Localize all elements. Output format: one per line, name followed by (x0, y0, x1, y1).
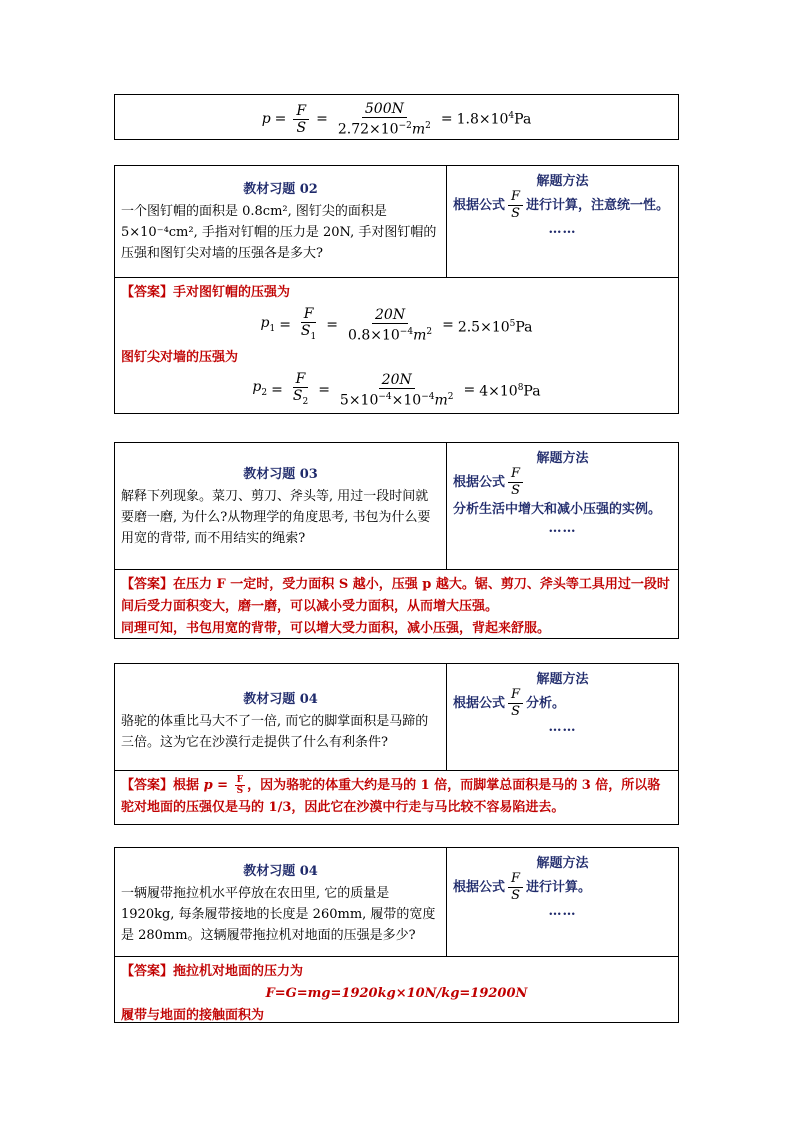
exercise-04-tractor-method (447, 848, 678, 956)
exercise-04-tractor-box (114, 847, 679, 1023)
method-dots: …… (548, 904, 577, 919)
exercise-04-title: 教材习题 04 (243, 864, 318, 879)
top-formula: p = $\frac{F}{S}$ = $\frac{500N}{2.72\times 10^{-2}m^2}$ = $1.8\times 10^4Pa$ (261, 100, 532, 138)
formula-value-fraction: $\frac{500N}{2.72\times 10^{-2}m^2}$ (337, 100, 431, 138)
formula-result: $1.8\times 10^4Pa$ (456, 110, 532, 128)
exercise-04-text: 骆驼的体重比马大不了一倍, 而它的脚掌面积是马蹄的三倍。这为它在沙漠行走提供了什么有利条件? (121, 714, 429, 750)
method-text: 根据公式 $\frac{F}{S}$ 分析生活中增大和减小压强的实例。 (453, 466, 662, 517)
exercise-04-camel-answer: 【答案】根据 p = $\frac{F}{S}$ ，因为骆驼的体重大约是马的 1 倍，而脚掌总面积是马的 3 倍，所以骆驼对地面的压强仅是马的 1/3，因此它在沙漠中行走与马比较不容易陷进去。 (121, 775, 661, 815)
exercise-04-camel-box (114, 663, 679, 825)
answer-formula-1: $p_1$ = $\frac{F}{S_1}$ = $\frac{20N}{0.8\times 10^{-4}m^2}$ = $2.5\times 10^5Pa$ (260, 306, 533, 344)
formula-box-top (114, 94, 679, 140)
exercise-03-method (447, 443, 678, 569)
method-text: 根据公式 $\frac{F}{S}$ 进行计算，注意统一性。 (453, 189, 670, 221)
exercise-02-text: 一个图钉帽的面积是 0.8cm², 图钉尖的面积是 5×10⁻⁴cm², 手指对钉帽的压力是 20N, 手对图钉帽的压强和图钉尖对墙的压强各是多大? (121, 204, 437, 261)
exercise-04-title: 教材习题 04 (243, 692, 318, 707)
exercise-02-title: 教材习题 02 (243, 182, 318, 197)
method-title: 解题方法 (536, 672, 589, 687)
answer-formula-2: $p_2$ = $\frac{F}{S_2}$ = $\frac{20N}{5\times 10^{-4}\times 10^{-4}m^2}$ = $4\times 10^8Pa$ (252, 370, 541, 409)
method-text: 根据公式 $\frac{F}{S}$ 进行计算。 (453, 871, 592, 903)
method-title: 解题方法 (536, 856, 589, 871)
exercise-04-tractor-question (115, 848, 447, 956)
exercise-04-camel-question (115, 664, 447, 770)
answer-formula: F=G=mg=1920kg×10N/kg=19200N (265, 986, 528, 1001)
method-title: 解题方法 (536, 451, 589, 466)
formula-fraction: $\frac{F}{S}$ (293, 103, 309, 136)
exercise-03-title: 教材习题 03 (243, 467, 318, 482)
method-dots: …… (548, 222, 577, 237)
method-title: 解题方法 (536, 174, 589, 189)
method-dots: …… (548, 521, 577, 536)
exercise-03-text: 解释下列现象。菜刀、剪刀、斧头等, 用过一段时间就要磨一磨, 为什么?从物理学的角度思考, 书包为什么要用宽的背带, 而不用结实的绳索? (121, 489, 431, 546)
exercise-03-answer: 【答案】在压力 F 一定时，受力面积 S 越小，压强 p 越大。锯、剪刀、斧头等工具用过一段时间后受力面积变大，磨一磨，可以减小受力面积，从而增大压强。 同理可知，书包用宽的背带，可以增大受力面积，减小压强，背起来舒服。 (121, 577, 670, 636)
exercise-02-question (115, 166, 447, 277)
exercise-02-answer: 【答案】手对图钉帽的压强为 $p_1$ = $\frac{F}{S_1}$ = $\frac{20N}{0.8\times 10^{-4}m^2}$ = $2.5\times 10^5Pa$ 图钉尖对墙的压强为 $p_2$ = $\frac{F}{S_2}$ = $\frac{20N}{5\times 10^{-4}\times 10^{-4}m^2}$ = $4\times 10^8Pa$ (115, 278, 678, 416)
exercise-04-tractor-answer: 【答案】拖拉机对地面的压力为 F=G=mg=1920kg×10N/kg=19200N 履带与地面的接触面积为 (115, 957, 678, 1031)
exercise-02-method (447, 166, 678, 277)
exercise-04-camel-method (447, 664, 678, 770)
exercise-03-question (115, 443, 447, 569)
method-text: 根据公式 $\frac{F}{S}$ 分析。 (453, 687, 566, 719)
exercise-03-box (114, 442, 679, 639)
formula-lhs: p (261, 111, 271, 127)
method-dots: …… (548, 720, 577, 735)
exercise-04-text: 一辆履带拖拉机水平停放在农田里, 它的质量是 1920kg, 每条履带接地的长度是 260mm, 履带的宽度是 280mm。这辆履带拖拉机对地面的压强是多少? (121, 886, 436, 943)
exercise-02-box (114, 165, 679, 414)
